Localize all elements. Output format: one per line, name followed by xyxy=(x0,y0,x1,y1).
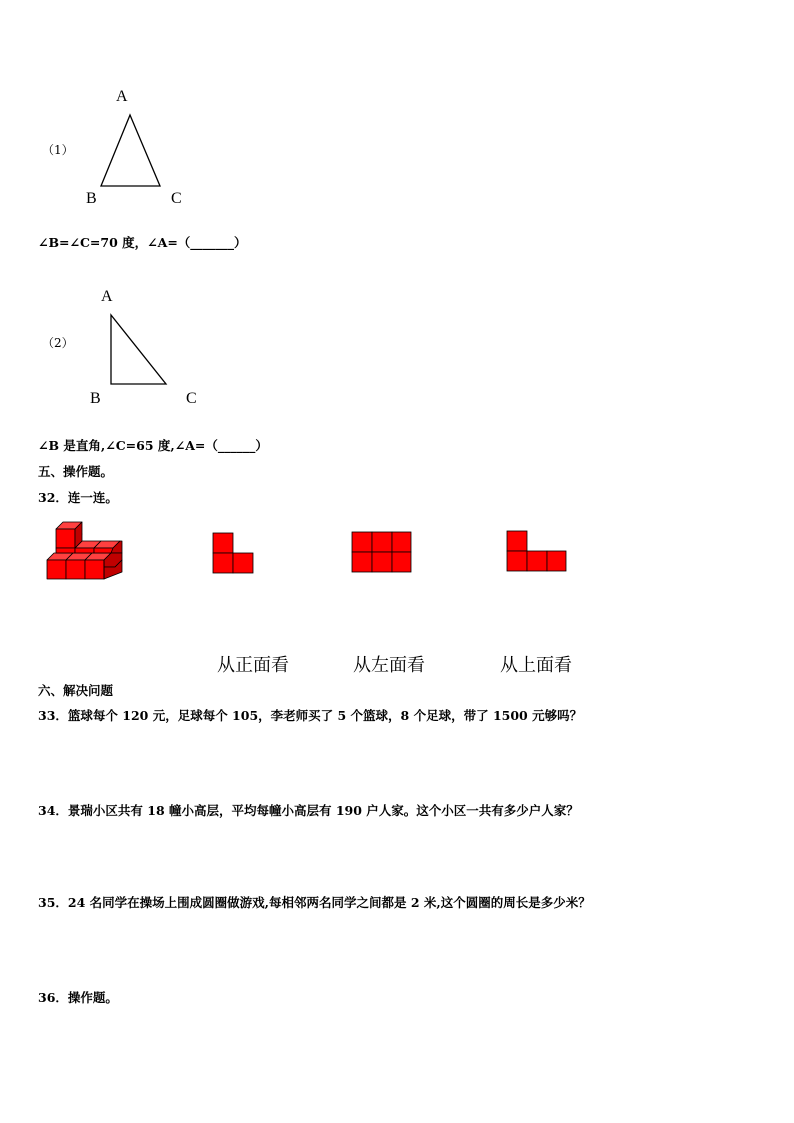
section5-title: 五、操作题。 xyxy=(38,464,114,479)
question-34: 34．景瑞小区共有 18 幢小高层，平均每幢小高层有 190 户人家。这个小区一共有多少户人家？ xyxy=(38,803,579,818)
figure1-vertex-c-label: C xyxy=(171,190,182,207)
view-label-top: 从上面看 xyxy=(500,655,572,676)
view-label-left: 从左面看 xyxy=(353,655,425,676)
figure2-vertex-b-label: B xyxy=(90,390,101,407)
question-36: 36．操作题。 xyxy=(38,990,118,1005)
figure1-number: （1） xyxy=(42,143,74,157)
figure2-vertex-a-label: A xyxy=(101,288,113,305)
figure1-vertex-b-label: B xyxy=(86,190,97,207)
section6-title: 六、解决问题 xyxy=(38,683,114,698)
figure2-question: ∠B 是直角,∠C=65 度,∠A=（______） xyxy=(38,438,268,453)
figure2-number: （2） xyxy=(42,336,74,350)
question-35: 35．24 名同学在操场上围成圆圈做游戏,每相邻两名同学之间都是 2 米,这个圆圈的周长是多少米？ xyxy=(38,895,591,910)
figure1-vertex-a-label: A xyxy=(116,88,128,105)
view-label-front: 从正面看 xyxy=(217,655,289,676)
question-32: 32．连一连。 xyxy=(38,490,118,505)
figure2-vertex-c-label: C xyxy=(186,390,197,407)
figure1-question: ∠B=∠C=70 度，∠A=（_______） xyxy=(38,235,247,250)
question-33: 33．篮球每个 120 元，足球每个 105，李老师买了 5 个篮球，8 个足球，带了 1500 元够吗？ xyxy=(38,708,583,723)
